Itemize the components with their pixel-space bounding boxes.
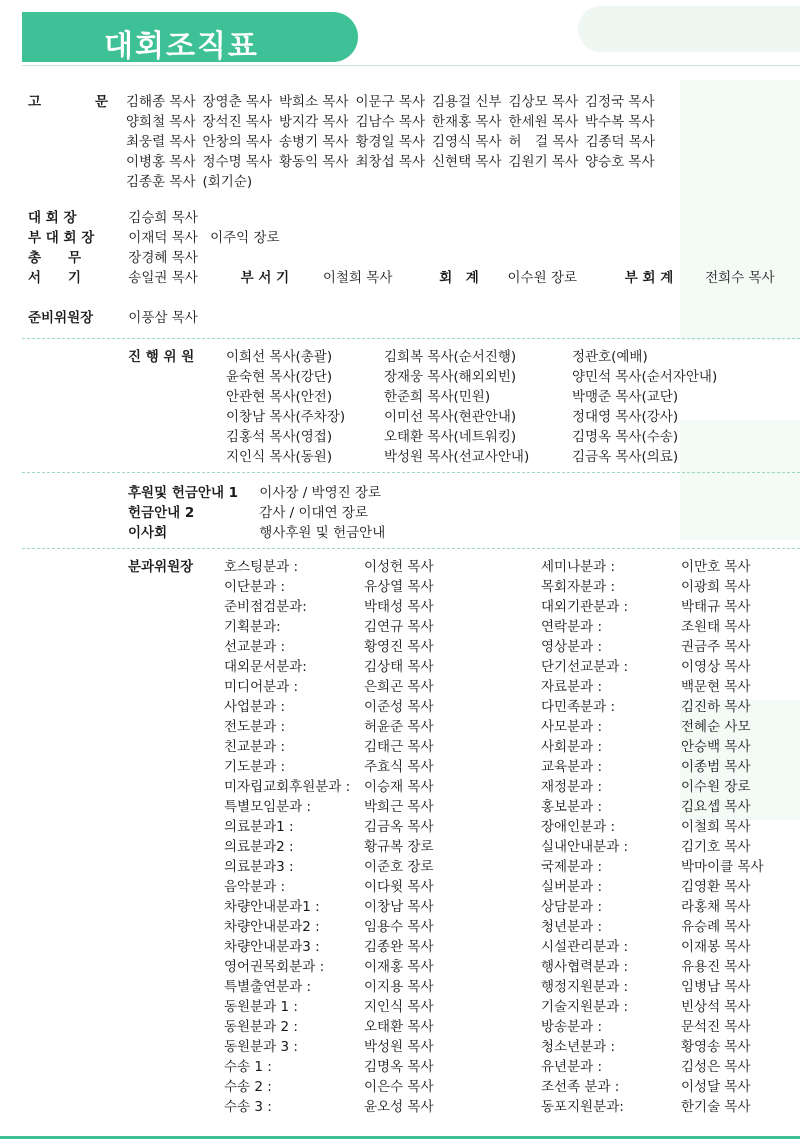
division-row — [541, 697, 764, 717]
asst-secretary-label: 부 서 기 — [240, 270, 290, 286]
advisor-name: 양승호 목사 — [585, 154, 655, 170]
division-row — [541, 877, 764, 897]
division-row — [541, 577, 764, 597]
advisor-name: 김정국 목사 — [585, 94, 655, 110]
division-chair: 이수원 장로 — [681, 779, 751, 795]
progress-committee-label: 진 행 위 원 — [128, 349, 195, 365]
division-name: 이단분과 : — [224, 579, 286, 595]
advisor-name: 양희철 목사 — [126, 114, 196, 130]
division-chair: 유승례 목사 — [681, 919, 751, 935]
division-chair: 김성은 목사 — [681, 1059, 751, 1075]
division-chair: 이재홍 목사 — [364, 959, 434, 975]
division-chair: 황영진 목사 — [364, 639, 434, 655]
division-chair: 김명옥 목사 — [364, 1059, 434, 1075]
division-row — [224, 1077, 434, 1097]
division-chair: 유용진 목사 — [681, 959, 751, 975]
division-chair: 이영상 목사 — [681, 659, 751, 675]
progress-member: 김금옥 목사(의료) — [572, 449, 679, 465]
division-row — [224, 1037, 434, 1057]
division-chair: 김진하 목사 — [681, 699, 751, 715]
advisor-row — [126, 112, 662, 132]
division-row — [224, 677, 434, 697]
progress-member: 정관호(예배) — [572, 349, 648, 365]
division-row — [224, 717, 434, 737]
division-chair: 권금주 목사 — [681, 639, 751, 655]
division-name: 사업분과 : — [224, 699, 286, 715]
president-label: 대 회 장 — [28, 210, 77, 226]
division-name: 행사협력분과 : — [541, 959, 629, 975]
division-name: 교육분과 : — [541, 759, 603, 775]
advisor-name: 김남수 목사 — [355, 114, 425, 130]
division-name: 대외문서분과: — [224, 659, 307, 675]
advisor-name: 최창섭 목사 — [355, 154, 425, 170]
vice-president-name: 이주익 장로 — [210, 230, 280, 246]
division-row — [224, 937, 434, 957]
advisor-name: 방지각 목사 — [279, 114, 349, 130]
division-chair: 빈상석 목사 — [681, 999, 751, 1015]
progress-row — [226, 367, 717, 387]
advisor-name: 최웅렬 목사 — [126, 134, 196, 150]
progress-row — [226, 447, 717, 467]
division-name: 차량안내분과1 : — [224, 899, 320, 915]
division-row — [541, 797, 764, 817]
division-row — [224, 977, 434, 997]
division-chair: 박마이클 목사 — [681, 859, 764, 875]
division-name: 다민족분과 : — [541, 699, 616, 715]
division-name: 홍보분과 : — [541, 799, 603, 815]
division-chair: 김상태 목사 — [364, 659, 434, 675]
division-row — [541, 557, 764, 577]
division-name: 음악분과 : — [224, 879, 286, 895]
division-name: 시설관리분과 : — [541, 939, 629, 955]
division-row — [541, 1017, 764, 1037]
progress-row — [226, 407, 717, 427]
division-chair: 이다윗 목사 — [364, 879, 434, 895]
progress-member: 안관현 목사(안전) — [226, 389, 333, 405]
division-list-left — [224, 557, 434, 1117]
division-row — [224, 577, 434, 597]
division-chair: 이종범 목사 — [681, 759, 751, 775]
division-name: 동원분과 3 : — [224, 1039, 298, 1055]
division-chair: 이준성 목사 — [364, 699, 434, 715]
advisor-name: 김종덕 목사 — [585, 134, 655, 150]
division-name: 실버분과 : — [541, 879, 603, 895]
division-name: 장애인분과 : — [541, 819, 616, 835]
division-row — [541, 677, 764, 697]
division-name: 미자립교회후원분과 : — [224, 779, 351, 795]
advisor-name: 이문구 목사 — [355, 94, 425, 110]
progress-member: 박성원 목사(선교사안내) — [384, 449, 530, 465]
progress-member: 장재웅 목사(해외외빈) — [384, 369, 517, 385]
section-divider — [22, 472, 800, 473]
sponsor-value: 이사장 / 박영진 장로 — [259, 485, 382, 501]
secretary-name: 송일권 목사 — [128, 270, 198, 286]
division-name: 국제분과 : — [541, 859, 603, 875]
officers-section — [28, 208, 775, 328]
progress-row — [226, 427, 717, 447]
division-name: 재정분과 : — [541, 779, 603, 795]
division-name: 특별모임분과 : — [224, 799, 312, 815]
division-row — [224, 617, 434, 637]
division-chair: 임용수 목사 — [364, 919, 434, 935]
division-name: 동포지원분과: — [541, 1099, 624, 1115]
division-row — [541, 1077, 764, 1097]
division-chair: 한기술 목사 — [681, 1099, 751, 1115]
division-row — [224, 737, 434, 757]
division-chair: 이재봉 목사 — [681, 939, 751, 955]
division-chair: 이성헌 목사 — [364, 559, 434, 575]
advisor-row — [126, 132, 662, 152]
progress-member: 김홍석 목사(영접) — [226, 429, 333, 445]
progress-member: 박맹준 목사(교단) — [572, 389, 679, 405]
division-chair: 김요셉 목사 — [681, 799, 751, 815]
progress-member: 이창남 목사(주차장) — [226, 409, 346, 425]
progress-member: 지인식 목사(동원) — [226, 449, 333, 465]
division-name: 동원분과 2 : — [224, 1019, 298, 1035]
advisor-name: 김원기 목사 — [508, 154, 578, 170]
division-name: 기도분과 : — [224, 759, 286, 775]
division-row — [541, 1097, 764, 1117]
advisor-name: 황경일 목사 — [355, 134, 425, 150]
advisor-row — [126, 92, 662, 112]
advisor-name: 황동익 목사 — [279, 154, 349, 170]
division-chair: 이성달 목사 — [681, 1079, 751, 1095]
division-chair: 김연규 목사 — [364, 619, 434, 635]
division-name: 자료분과 : — [541, 679, 603, 695]
treasurer-label: 회 계 — [439, 270, 479, 286]
division-name: 영상분과 : — [541, 639, 603, 655]
advisor-name: 장석진 목사 — [202, 114, 272, 130]
advisor-name: 한재홍 목사 — [432, 114, 502, 130]
advisor-row — [126, 152, 662, 172]
board-label: 이사회 — [128, 525, 168, 541]
division-chair: 오태환 목사 — [364, 1019, 434, 1035]
president-name: 김승희 목사 — [128, 210, 198, 226]
division-chair: 윤오성 목사 — [364, 1099, 434, 1115]
board-value: 행사후원 및 헌금안내 — [259, 525, 386, 541]
division-name: 준비점검분과: — [224, 599, 307, 615]
advisor-name: (회기순) — [202, 174, 253, 190]
division-chair: 백문현 목사 — [681, 679, 751, 695]
division-name: 조선족 분과 : — [541, 1079, 620, 1095]
division-row — [541, 997, 764, 1017]
division-chair: 라홍채 목사 — [681, 899, 751, 915]
progress-member: 김희복 목사(순서진행) — [384, 349, 517, 365]
division-name: 청년분과 : — [541, 919, 603, 935]
division-chair: 박희근 목사 — [364, 799, 434, 815]
division-name: 의료분과3 : — [224, 859, 294, 875]
progress-member: 정대영 목사(강사) — [572, 409, 679, 425]
division-chair: 은희곤 목사 — [364, 679, 434, 695]
division-name: 호스팅분과 : — [224, 559, 299, 575]
advisor-name: 정수명 목사 — [202, 154, 272, 170]
asst-secretary-name: 이철희 목사 — [322, 270, 393, 286]
division-row — [541, 837, 764, 857]
division-name: 목회자분과 : — [541, 579, 616, 595]
division-name: 세미나분과 : — [541, 559, 616, 575]
division-name: 상담분과 : — [541, 899, 603, 915]
division-row — [541, 657, 764, 677]
asst-treasurer-name: 전희수 목사 — [705, 270, 775, 286]
sponsor-label: 후원및 헌금안내 1 — [128, 485, 239, 501]
division-chair: 유상열 목사 — [364, 579, 434, 595]
division-name: 영어권목회분과 : — [224, 959, 325, 975]
advisor-name: 김영식 목사 — [432, 134, 502, 150]
advisor-name: 김종훈 목사 — [126, 174, 196, 190]
division-row — [224, 757, 434, 777]
advisor-name: 김해종 목사 — [126, 94, 196, 110]
section-divider — [22, 548, 800, 549]
division-chair: 황영송 목사 — [681, 1039, 751, 1055]
progress-member: 이희선 목사(총괄) — [226, 349, 333, 365]
advisors-label: 고 문 — [28, 94, 109, 110]
division-chair: 박태규 목사 — [681, 599, 751, 615]
division-chair: 김영환 목사 — [681, 879, 751, 895]
division-name: 차량안내분과2 : — [224, 919, 320, 935]
division-name: 수송 2 : — [224, 1079, 272, 1095]
division-row — [224, 1017, 434, 1037]
division-name: 청소년분과 : — [541, 1039, 616, 1055]
progress-member: 김명옥 목사(수송) — [572, 429, 679, 445]
advisor-name: 박수복 목사 — [585, 114, 655, 130]
division-name: 차량안내분과3 : — [224, 939, 320, 955]
division-row — [541, 597, 764, 617]
progress-member: 양민석 목사(순서자안내) — [572, 369, 718, 385]
division-name: 의료분과1 : — [224, 819, 294, 835]
offering-value: 감사 / 이대연 장로 — [259, 505, 369, 521]
division-name: 수송 3 : — [224, 1099, 272, 1115]
division-chair: 이철희 목사 — [681, 819, 751, 835]
division-name: 사모분과 : — [541, 719, 603, 735]
advisor-name: 허 걸 목사 — [508, 134, 579, 150]
division-row — [224, 817, 434, 837]
sponsor-section — [128, 483, 385, 543]
division-row — [224, 877, 434, 897]
division-row — [541, 777, 764, 797]
division-chair: 허윤준 목사 — [364, 719, 434, 735]
division-chair: 안승백 목사 — [681, 739, 751, 755]
division-row — [541, 977, 764, 997]
progress-member: 한준희 목사(민원) — [384, 389, 491, 405]
offering-label: 헌금안내 2 — [128, 505, 195, 521]
progress-member: 이미선 목사(현관안내) — [384, 409, 517, 425]
division-name: 전도분과 : — [224, 719, 286, 735]
division-row — [541, 637, 764, 657]
advisor-name: 신현택 목사 — [432, 154, 502, 170]
page-title: 대회조직표 — [104, 29, 259, 64]
division-name: 행정지원분과 : — [541, 979, 629, 995]
division-name: 단기선교분과 : — [541, 659, 629, 675]
advisor-name: 이병홍 목사 — [126, 154, 196, 170]
division-row — [541, 737, 764, 757]
division-row — [541, 617, 764, 637]
division-chair: 김금옥 목사 — [364, 819, 434, 835]
advisor-name: 송병기 목사 — [279, 134, 349, 150]
division-chair: 조원태 목사 — [681, 619, 751, 635]
division-chair: 이창남 목사 — [364, 899, 434, 915]
division-name: 유년분과 : — [541, 1059, 603, 1075]
vice-president-name: 이재덕 목사 — [128, 230, 198, 246]
advisor-name: 안창의 목사 — [202, 134, 272, 150]
division-name: 기획분과: — [224, 619, 281, 635]
division-row — [224, 697, 434, 717]
division-row — [224, 637, 434, 657]
header-divider — [22, 65, 800, 66]
general-affairs-label: 총 무 — [28, 250, 82, 266]
division-chairs-label: 분과위원장 — [128, 559, 194, 575]
division-chair: 박태성 목사 — [364, 599, 434, 615]
progress-member: 오태환 목사(네트워킹) — [384, 429, 517, 445]
advisor-name: 한세원 목사 — [508, 114, 578, 130]
division-chair: 임병남 목사 — [681, 979, 751, 995]
progress-committee-list — [226, 347, 717, 467]
asst-treasurer-label: 부 회 계 — [624, 270, 674, 286]
division-row — [224, 1057, 434, 1077]
section-divider — [22, 338, 800, 339]
division-chair: 주효식 목사 — [364, 759, 434, 775]
prep-committee-name: 이풍삼 목사 — [128, 310, 198, 326]
division-name: 연락분과 : — [541, 619, 603, 635]
secretary-label: 서 기 — [28, 270, 82, 286]
progress-member: 윤숙현 목사(강단) — [226, 369, 333, 385]
division-chair: 문석진 목사 — [681, 1019, 751, 1035]
division-row — [224, 597, 434, 617]
division-row — [541, 817, 764, 837]
division-row — [224, 897, 434, 917]
division-row — [541, 717, 764, 737]
general-affairs-name: 장경혜 목사 — [128, 250, 198, 266]
division-name: 실내안내분과 : — [541, 839, 629, 855]
division-name: 사회분과 : — [541, 739, 603, 755]
treasurer-name: 이수원 장로 — [507, 270, 577, 286]
division-chair: 박성원 목사 — [364, 1039, 434, 1055]
advisors-list — [126, 92, 662, 192]
division-row — [541, 1037, 764, 1057]
bottom-rule — [0, 1136, 800, 1139]
division-row — [224, 957, 434, 977]
division-chair: 김종완 목사 — [364, 939, 434, 955]
division-name: 대외기관분과 : — [541, 599, 629, 615]
division-chair: 김기호 목사 — [681, 839, 751, 855]
division-name: 의료분과2 : — [224, 839, 294, 855]
division-row — [541, 897, 764, 917]
division-row — [541, 917, 764, 937]
division-row — [224, 857, 434, 877]
prep-committee-label: 준비위원장 — [28, 310, 94, 326]
division-chair: 이은수 목사 — [364, 1079, 434, 1095]
division-row — [541, 857, 764, 877]
advisor-name: 김용걸 신부 — [432, 94, 502, 110]
division-name: 방송분과 : — [541, 1019, 603, 1035]
division-row — [541, 757, 764, 777]
advisor-name: 김상모 목사 — [508, 94, 578, 110]
vice-president-label: 부 대 회 장 — [28, 230, 95, 246]
division-chair: 황규복 장로 — [364, 839, 434, 855]
division-row — [224, 657, 434, 677]
division-row — [224, 1097, 434, 1117]
division-name: 특별출연분과 : — [224, 979, 312, 995]
division-name: 동원분과 1 : — [224, 999, 298, 1015]
advisor-row — [126, 172, 662, 192]
progress-row — [226, 347, 717, 367]
advisor-name: 장영춘 목사 — [202, 94, 272, 110]
division-chair: 전혜순 사모 — [681, 719, 751, 735]
division-name: 수송 1 : — [224, 1059, 272, 1075]
division-row — [224, 917, 434, 937]
division-name: 선교분과 : — [224, 639, 286, 655]
division-chair: 이광희 목사 — [681, 579, 751, 595]
division-row — [224, 557, 434, 577]
division-list-right — [541, 557, 764, 1117]
division-chair: 이승재 목사 — [364, 779, 434, 795]
division-row — [224, 797, 434, 817]
division-chair: 이지용 목사 — [364, 979, 434, 995]
division-chair: 지인식 목사 — [364, 999, 434, 1015]
division-row — [541, 937, 764, 957]
division-chair: 김태근 목사 — [364, 739, 434, 755]
advisor-name: 박희소 목사 — [279, 94, 349, 110]
facing-page-header — [578, 6, 800, 52]
division-chair: 이만호 목사 — [681, 559, 751, 575]
division-row — [224, 997, 434, 1017]
division-row — [224, 777, 434, 797]
division-name: 미디어분과 : — [224, 679, 299, 695]
division-name: 기술지원분과 : — [541, 999, 629, 1015]
division-name: 친교분과 : — [224, 739, 286, 755]
division-row — [541, 957, 764, 977]
division-row — [541, 1057, 764, 1077]
progress-row — [226, 387, 717, 407]
division-chair: 이준호 장로 — [364, 859, 434, 875]
division-row — [224, 837, 434, 857]
